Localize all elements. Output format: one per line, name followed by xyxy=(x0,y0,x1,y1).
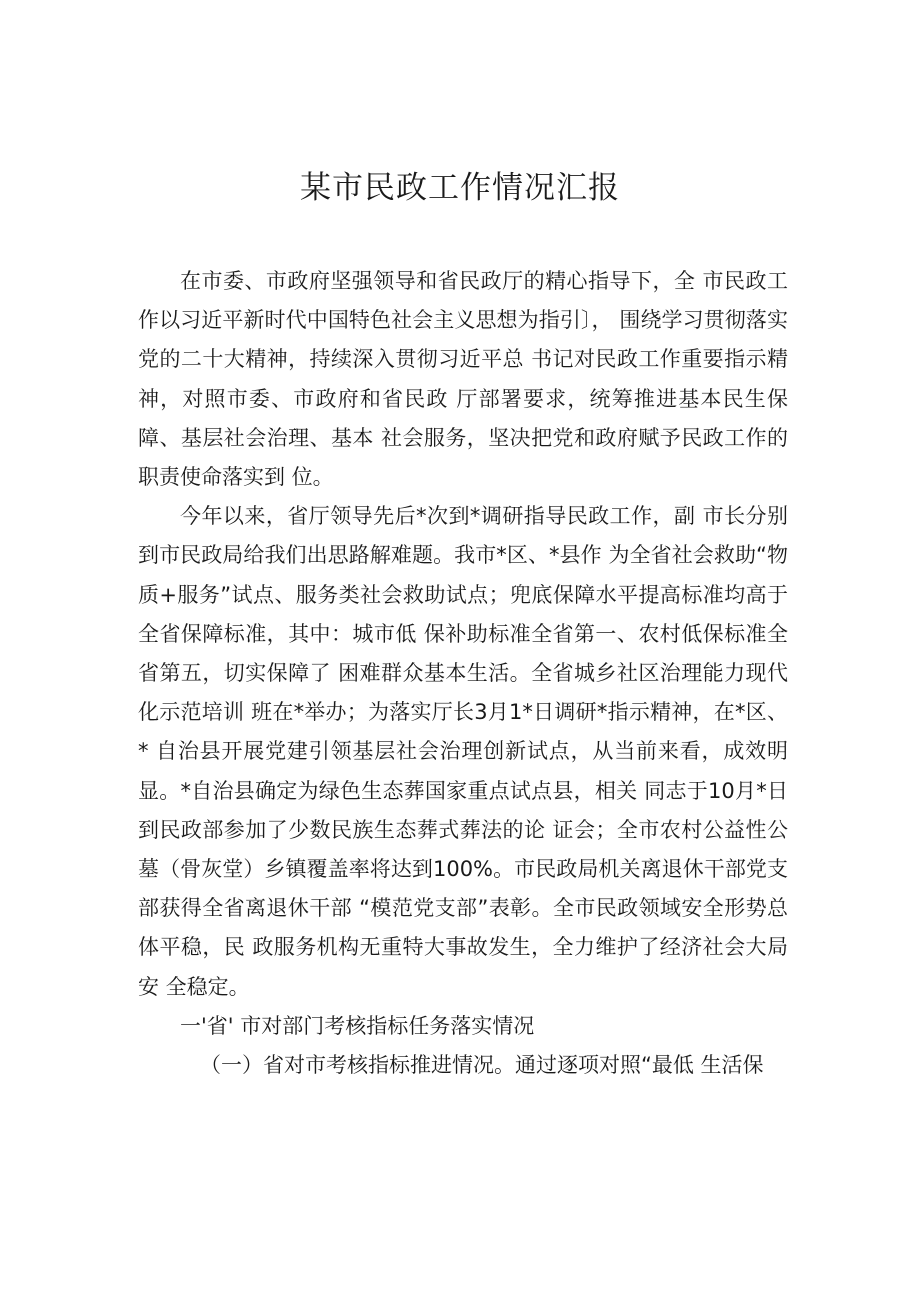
paragraph-intro: 在市委、市政府坚强领导和省民政厅的精心指导下，全 市民政工作以习近平新时代中国特色社会主义思想为指引〕， 围绕学习贯彻落实党的二十大精神，持续深入贯彻习近平总 书记对民政工作重要指示精神，对照市委、市政府和省民政 厅部署要求，统筹推进基本民生保障、基层社会治理、基本 社会服务，坚决把党和政府赋予民政工作的职责使命落实到 位。 xyxy=(138,269,788,490)
paragraph-progress: 今年以来，省厅领导先后*次到*调研指导民政工作，副 市长分别到市民政局给我们出思路解难题。我市*区、*县作 为全省社会救助“物质+服务”试点、服务类社会救助试点；兜底保障水平提高标准均高于全省保障标准，其中：城市低 保补助标准全省第一、农村低保标准全省第五，切实保障了 困难群众基本生活。全省城乡社区治理能力现代化示范培训 班在*举办；为落实厅长3月1*日调研*指示精神，在*区、* 自治县开展党建引领基层社会治理创新试点，从当前来看，成效明显。*自治县确定为绿色生态葬国家重点试点县，相关 同志于10月*日到民政部参加了少数民族生态葬式葬法的论 证会；全市农村公益性公墓（骨灰堂）乡镇覆盖率将达到100%。市民政局机关离退休干部党支部获得全省离退休干部 “模范党支部”表彰。全市民政领域安全形势总体平稳，民 政服务机构无重特大事故发生，全力维护了经济社会大局安 全稳定。 xyxy=(138,504,788,999)
document-title: 某市民政工作情况汇报 xyxy=(300,170,620,206)
subsection-heading: （一）省对市考核指标推进情况。通过逐项对照“最低 生活保 xyxy=(200,1053,764,1078)
document-body xyxy=(138,262,788,1085)
section-heading: 一'省' 市对部门考核指标任务落实情况 xyxy=(180,1013,535,1038)
